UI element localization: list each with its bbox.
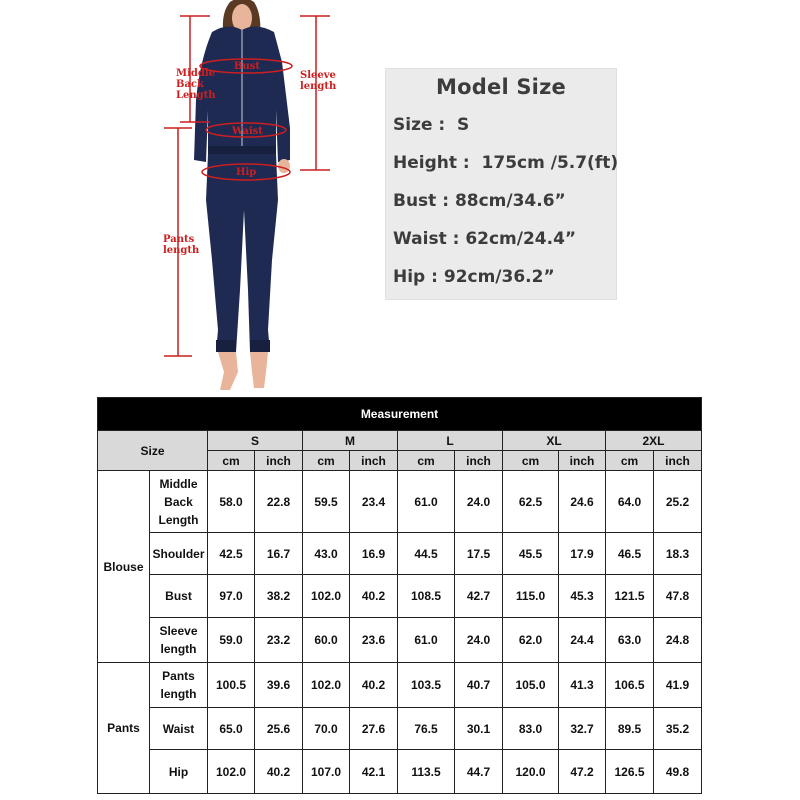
row-label: Sleeve length [150, 618, 208, 663]
cell-value: 16.7 [255, 533, 303, 575]
cell-value: 46.5 [606, 533, 654, 575]
cell-value: 45.5 [503, 533, 559, 575]
cell-value: 107.0 [303, 750, 350, 794]
cell-value: 40.2 [350, 575, 398, 618]
unit-header-cm: cm [398, 451, 455, 471]
size-header-l: L [398, 431, 503, 451]
cell-value: 49.8 [654, 750, 702, 794]
row-label: Shoulder [150, 533, 208, 575]
cell-value: 59.5 [303, 471, 350, 533]
unit-header-inch: inch [350, 451, 398, 471]
cell-value: 40.7 [455, 663, 503, 708]
row-label: Middle Back Length [150, 471, 208, 533]
cell-value: 35.2 [654, 708, 702, 750]
table-row [98, 618, 702, 663]
size-header-2xl: 2XL [606, 431, 702, 451]
cell-value: 62.5 [503, 471, 559, 533]
unit-header-inch: inch [455, 451, 503, 471]
cell-value: 30.1 [455, 708, 503, 750]
sleeve-length-label: Sleeve length [300, 70, 337, 92]
cell-value: 18.3 [654, 533, 702, 575]
cell-value: 105.0 [503, 663, 559, 708]
cell-value: 41.3 [559, 663, 606, 708]
cell-value: 23.6 [350, 618, 398, 663]
cell-value: 106.5 [606, 663, 654, 708]
cell-value: 43.0 [303, 533, 350, 575]
row-label: Bust [150, 575, 208, 618]
unit-header-inch: inch [654, 451, 702, 471]
model-height-row: Height : 175cm /5.7(ft) [393, 153, 619, 173]
cell-value: 47.8 [654, 575, 702, 618]
cell-value: 64.0 [606, 471, 654, 533]
cell-value: 42.1 [350, 750, 398, 794]
cell-value: 76.5 [398, 708, 455, 750]
cell-value: 97.0 [208, 575, 255, 618]
cell-value: 59.0 [208, 618, 255, 663]
cell-value: 40.2 [350, 663, 398, 708]
cell-value: 70.0 [303, 708, 350, 750]
cell-value: 126.5 [606, 750, 654, 794]
cell-value: 89.5 [606, 708, 654, 750]
model-bust-row: Bust : 88cm/34.6” [393, 191, 566, 211]
cell-value: 103.5 [398, 663, 455, 708]
measurement-table [97, 397, 702, 794]
model-illustration [150, 0, 350, 395]
cell-value: 83.0 [503, 708, 559, 750]
cell-value: 24.4 [559, 618, 606, 663]
cell-value: 25.6 [255, 708, 303, 750]
model-hip-row: Hip : 92cm/36.2” [393, 267, 555, 287]
cell-value: 115.0 [503, 575, 559, 618]
pants-length-label: Pants length [163, 234, 200, 256]
cell-value: 22.8 [255, 471, 303, 533]
table-row [98, 471, 702, 533]
cell-value: 58.0 [208, 471, 255, 533]
model-size-card [385, 68, 617, 300]
model-size-row: Size : S [393, 115, 470, 135]
cell-value: 121.5 [606, 575, 654, 618]
group-label-pants: Pants [98, 663, 150, 794]
cell-value: 102.0 [303, 575, 350, 618]
model-figure [150, 0, 350, 395]
cell-value: 63.0 [606, 618, 654, 663]
cell-value: 100.5 [208, 663, 255, 708]
cell-value: 17.5 [455, 533, 503, 575]
cell-value: 102.0 [208, 750, 255, 794]
bust-label: Bust [234, 61, 260, 72]
cell-value: 61.0 [398, 471, 455, 533]
cell-value: 47.2 [559, 750, 606, 794]
cell-value: 17.9 [559, 533, 606, 575]
cell-value: 38.2 [255, 575, 303, 618]
cell-value: 120.0 [503, 750, 559, 794]
cell-value: 23.4 [350, 471, 398, 533]
cell-value: 108.5 [398, 575, 455, 618]
model-size-title: Model Size [436, 75, 566, 99]
unit-header-cm: cm [503, 451, 559, 471]
cell-value: 42.7 [455, 575, 503, 618]
cell-value: 62.0 [503, 618, 559, 663]
table-row [98, 750, 702, 794]
cell-value: 41.9 [654, 663, 702, 708]
cell-value: 32.7 [559, 708, 606, 750]
table-row [98, 533, 702, 575]
group-label-blouse: Blouse [98, 471, 150, 663]
cell-value: 25.2 [654, 471, 702, 533]
cell-value: 61.0 [398, 618, 455, 663]
cell-value: 16.9 [350, 533, 398, 575]
cell-value: 24.0 [455, 471, 503, 533]
cell-value: 44.5 [398, 533, 455, 575]
row-label: Hip [150, 750, 208, 794]
size-header-xl: XL [503, 431, 606, 451]
model-waist-row: Waist : 62cm/24.4” [393, 229, 577, 249]
size-header: Size [98, 431, 208, 471]
cell-value: 24.0 [455, 618, 503, 663]
row-label: Pants length [150, 663, 208, 708]
cell-value: 60.0 [303, 618, 350, 663]
cell-value: 27.6 [350, 708, 398, 750]
waist-label: Waist [232, 126, 263, 137]
table-row [98, 708, 702, 750]
unit-header-cm: cm [208, 451, 255, 471]
cell-value: 45.3 [559, 575, 606, 618]
size-header-m: M [303, 431, 398, 451]
cell-value: 40.2 [255, 750, 303, 794]
unit-header-inch: inch [255, 451, 303, 471]
table-row [98, 575, 702, 618]
cell-value: 65.0 [208, 708, 255, 750]
cell-value: 24.6 [559, 471, 606, 533]
cell-value: 113.5 [398, 750, 455, 794]
cell-value: 42.5 [208, 533, 255, 575]
unit-header-cm: cm [606, 451, 654, 471]
cell-value: 24.8 [654, 618, 702, 663]
table-title: Measurement [98, 398, 702, 431]
size-header-s: S [208, 431, 303, 451]
middle-back-length-label: Middle Back Length [176, 68, 216, 101]
unit-header-inch: inch [559, 451, 606, 471]
table-row [98, 663, 702, 708]
unit-header-cm: cm [303, 451, 350, 471]
hip-label: Hip [236, 167, 257, 178]
cell-value: 23.2 [255, 618, 303, 663]
row-label: Waist [150, 708, 208, 750]
cell-value: 102.0 [303, 663, 350, 708]
cell-value: 44.7 [455, 750, 503, 794]
cell-value: 39.6 [255, 663, 303, 708]
